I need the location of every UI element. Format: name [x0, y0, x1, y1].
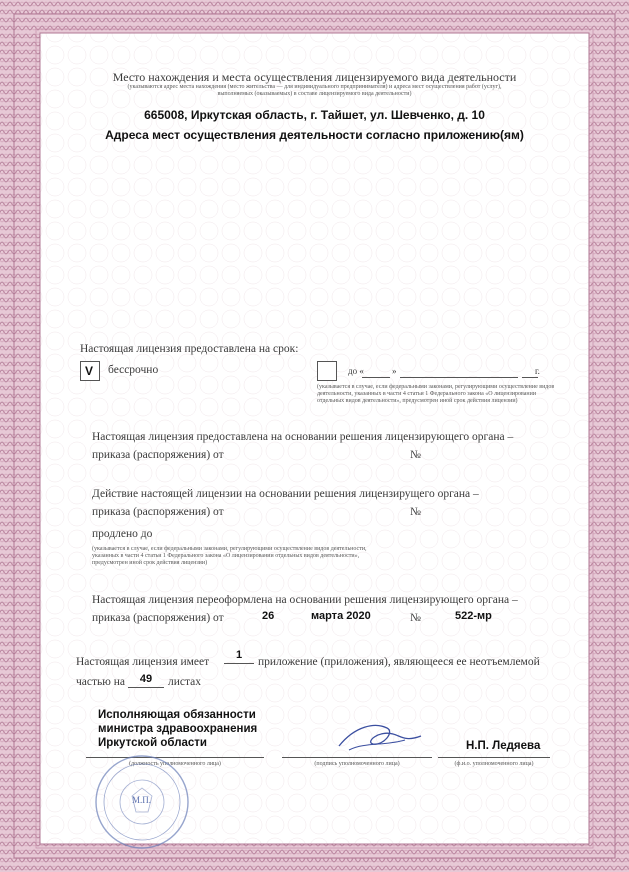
appendix-part-prefix: частью на [76, 676, 125, 688]
until-month-line [400, 377, 518, 378]
until-year-suffix: г. [535, 366, 540, 376]
until-year-line [522, 377, 538, 378]
location-heading-note-1: (указываются адрес места нахождения (место жительства — для индивидуального предпринимателя) и адреса мест осуществления работ (услуг), [127, 84, 502, 90]
check-mark: V [85, 364, 94, 378]
handwritten-signature [335, 716, 425, 756]
indefinite-checkbox [80, 361, 100, 381]
signature-note: (подпись уполномоченного лица) [314, 761, 400, 767]
license-address: 665008, Иркутская область, г. Тайшет, ул. Шевченко, д. 10 [144, 108, 485, 122]
decision1-line2: приказа (распоряжения) от [92, 449, 224, 461]
decision3-line1: Настоящая лицензия переоформлена на основании решения лицензирующего органа – [92, 594, 518, 606]
decision1-num-sign: № [410, 449, 421, 461]
decision2-line1: Действие настоящей лицензии на основании решения лицензирущего органа – [92, 488, 479, 500]
until-prefix: до « [348, 366, 364, 376]
name-note: (ф.и.о. уполномоченного лица) [454, 761, 534, 767]
decision3-line2: приказа (распоряжения) от [92, 612, 224, 624]
appendix-prefix: Настоящая лицензия имеет [76, 656, 210, 668]
stamp-mark: М.П. [132, 795, 152, 805]
activity-addresses-note: Адреса мест осуществления деятельности согласно приложению(ям) [105, 128, 524, 142]
appendix-part-suffix: листах [168, 676, 202, 688]
decision2-note: (указывается в случае, если федеральными законами, регулирующими осуществление видов деятельности, указанных в части 4 статьи 1 Федерального закона «О лицензировании отдельных видов деятельности», предусмотрен иной срок действия лицензии) [92, 546, 367, 566]
until-checkbox [317, 361, 337, 381]
decision3-number: 522-мр [455, 610, 492, 622]
name-line [438, 757, 550, 758]
indefinite-label: бессрочно [108, 364, 159, 376]
appendix-count-line [224, 663, 254, 664]
term-label: Настоящая лицензия предоставлена на срок: [80, 343, 299, 355]
appendix-suffix: приложение (приложения), являющееся ее неотъемлемой [258, 656, 540, 668]
position-note: (должность уполномоченного лица) [129, 761, 221, 767]
decision2-line2: приказа (распоряжения) от [92, 506, 224, 518]
appendix-count: 1 [235, 649, 243, 661]
until-day-line [362, 377, 390, 378]
until-note: (указывается в случае, если федеральными законами, регулирующими осуществление видов деятельности, указанных в части 4 статьи 1 Федерального закона «О лицензировании отдельных видов деятельности», предусмотрен иной срок действия лицензии) [317, 384, 555, 404]
location-heading-note-2: выполняемых (оказываемых) в составе лицензируемого вида деятельности) [217, 91, 412, 97]
signer-position-1: Исполняющая обязанности [98, 709, 256, 721]
appendix-sheets-line [128, 687, 164, 688]
signer-name: Н.П. Ледяева [466, 740, 541, 752]
decision1-line1: Настоящая лицензия предоставлена на основании решения лицензирующего органа – [92, 431, 514, 443]
signer-position-2: министра здравоохранения [98, 723, 258, 735]
decision2-num-sign: № [410, 506, 421, 518]
decision3-month-year: марта 2020 [311, 610, 371, 622]
decision3-num-sign: № [410, 612, 421, 624]
signature-line [282, 757, 432, 758]
decision2-extended: продлено до [92, 528, 153, 540]
appendix-sheets: 49 [139, 673, 153, 685]
signer-position-3: Иркутской области [98, 737, 207, 749]
location-heading: Место нахождения и места осуществления лицензируемого вида деятельности [112, 70, 517, 84]
decision3-day: 26 [262, 610, 275, 622]
until-quote-close: » [392, 366, 397, 376]
